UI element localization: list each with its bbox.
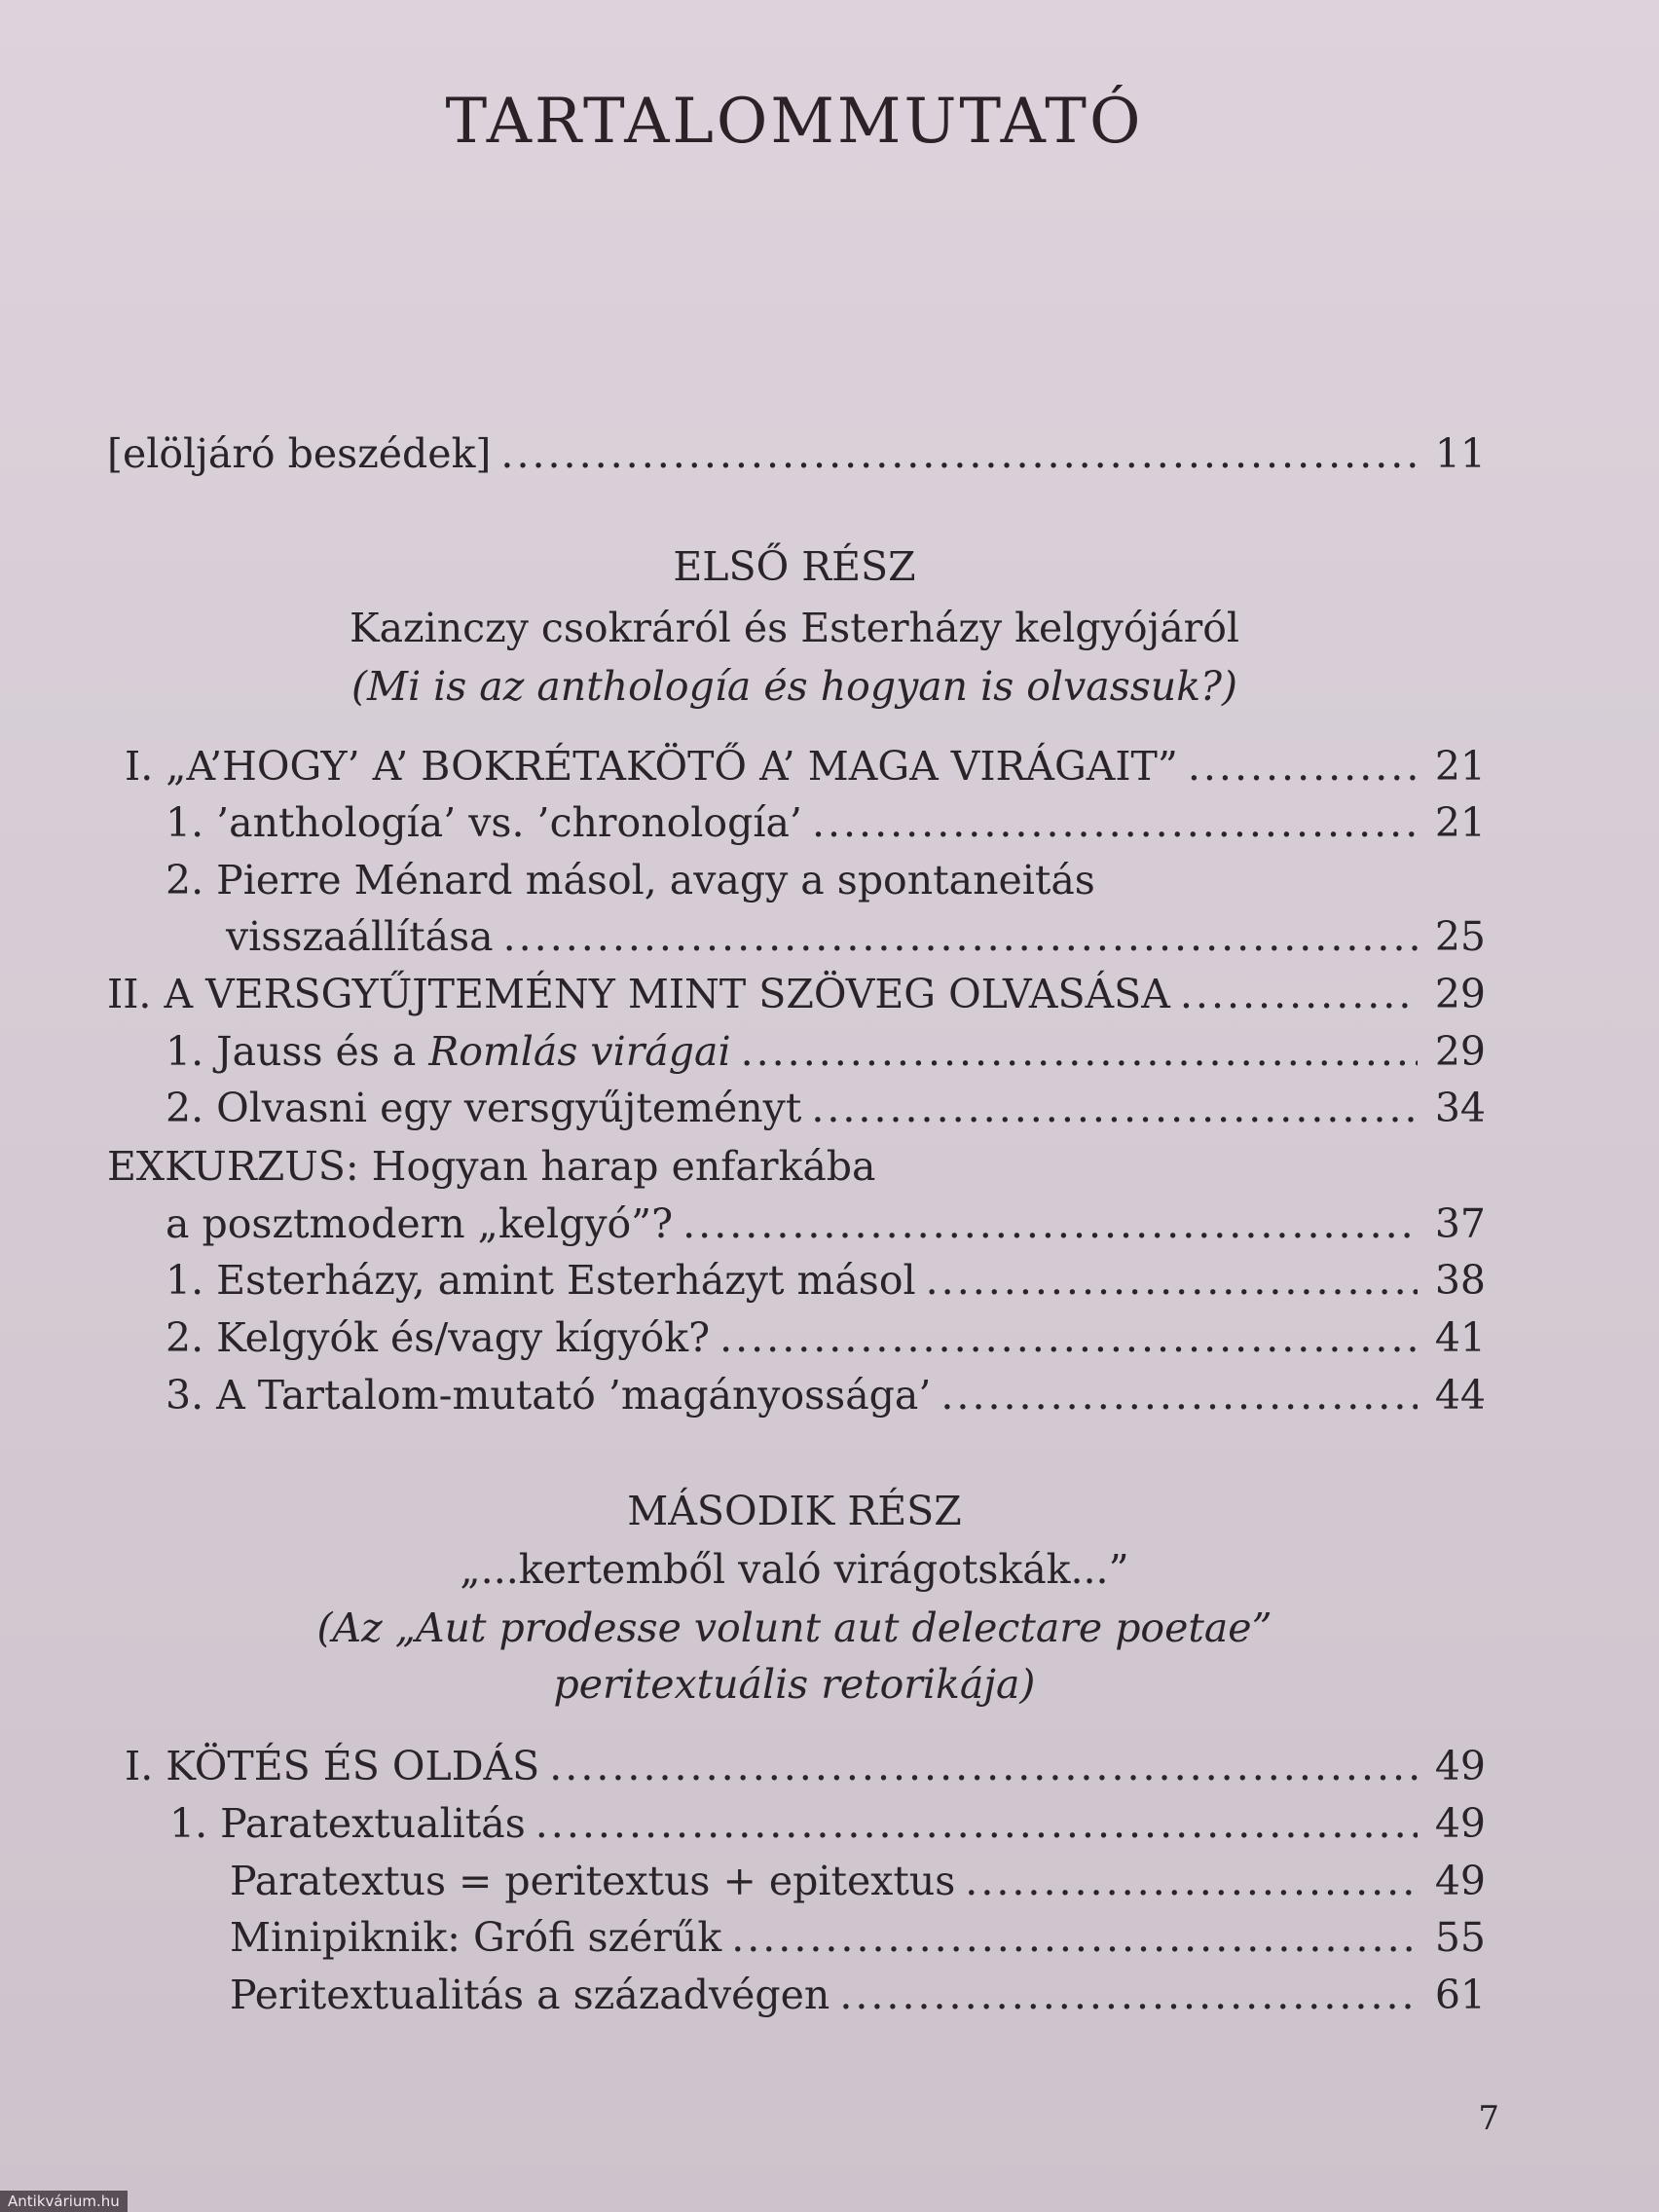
part1-subtitle-italic: (Mi is az anthología és hogyan is olvassuk?) (350, 663, 1238, 710)
part1-heading: ELSŐ RÉSZ (673, 543, 916, 590)
toc-label-line1: EXKURZUS: Hogyan harap enfarkába (107, 1143, 876, 1190)
toc-page-number: 25 (1434, 913, 1486, 960)
toc-page-number: 41 (1434, 1314, 1486, 1361)
toc-entry (166, 795, 1486, 850)
toc-label: Peritextualitás a századvégen (230, 1972, 830, 2018)
toc-entry (230, 1968, 1486, 2022)
toc-entry (125, 1739, 1486, 1793)
page-title: TARTALOMMUTATÓ (445, 86, 1144, 158)
toc-entry (166, 1253, 1486, 1308)
toc-entry (166, 1024, 1486, 1079)
toc-label: 1. ’anthología’ vs. ’chronología’ (166, 799, 802, 846)
toc-page-number: 44 (1434, 1372, 1486, 1419)
leader-dots (503, 909, 1418, 964)
toc-label: a posztmodern „kelgyó”? (166, 1200, 674, 1247)
toc-label (166, 1024, 731, 1079)
part1-subtitle: Kazinczy csokráról és Esterházy kelgyójáról (349, 605, 1240, 651)
toc-entry (230, 1854, 1486, 1908)
toc-label: visszaállítása (226, 913, 494, 960)
toc-entry (230, 1910, 1486, 1965)
part2-subtitle-italic-1: (Az „Aut prodesse volunt aut delectare poetae” (316, 1604, 1272, 1651)
leader-dots (549, 1739, 1418, 1793)
toc-label-italic: Romlás virágai (428, 1028, 731, 1075)
toc-label-prefix: 1. Jauss és a (166, 1028, 429, 1075)
leader-dots (965, 1854, 1418, 1908)
toc-label: II. A VERSGYŰJTEMÉNY MINT SZÖVEG OLVASÁSA (107, 971, 1170, 1017)
part2-heading: MÁSODIK RÉSZ (627, 1488, 962, 1534)
part2-subtitle-italic-2: peritextuális retorikája) (553, 1661, 1036, 1708)
toc-label: I. KÖTÉS ÉS OLDÁS (125, 1743, 540, 1789)
toc-entry (226, 909, 1486, 964)
page-number: 7 (1478, 2099, 1499, 2138)
leader-dots (926, 1253, 1418, 1308)
toc-label: [elöljáró beszédek] (107, 430, 492, 477)
toc-label-line1: 2. Pierre Ménard másol, avagy a spontaneitás (166, 857, 1095, 903)
toc-label: I. „A’HOGY’ A’ BOKRÉTAKÖTŐ A’ MAGA VIRÁGAIT” (125, 743, 1178, 790)
leader-dots (1188, 739, 1418, 793)
leader-dots (731, 1910, 1418, 1965)
toc-page-number: 37 (1434, 1200, 1486, 1247)
leader-dots (1180, 967, 1418, 1021)
watermark: Antikvárium.hu (0, 2191, 128, 2212)
toc-page-number: 29 (1434, 971, 1486, 1017)
toc-page-number: 55 (1434, 1914, 1486, 1961)
toc-page-number: 49 (1434, 1800, 1486, 1847)
toc-entry (107, 967, 1486, 1021)
toc-entry (166, 1197, 1486, 1251)
toc-label: 1. Esterházy, amint Esterházyt másol (166, 1257, 916, 1304)
leader-dots (940, 1368, 1418, 1422)
toc-entry (166, 1310, 1486, 1365)
toc-page-number: 21 (1434, 743, 1486, 790)
leader-dots (741, 1024, 1418, 1079)
leader-dots (812, 795, 1418, 850)
toc-label: 2. Olvasni egy versgyűjteményt (166, 1085, 802, 1131)
toc-page-number: 29 (1434, 1028, 1486, 1075)
toc-entry (125, 739, 1486, 793)
toc-label: 1. Paratextualitás (169, 1800, 526, 1847)
toc-entry-intro (107, 426, 1486, 481)
toc-entry (166, 1081, 1486, 1135)
toc-label: Paratextus = peritextus + epitextus (230, 1858, 956, 1904)
toc-label: 3. A Tartalom-mutató ’magányossága’ (166, 1372, 932, 1419)
part2-subtitle: „...kertemből való virágotskák...” (460, 1546, 1129, 1593)
toc-entry (169, 1796, 1486, 1851)
leader-dots (682, 1197, 1418, 1251)
leader-dots (719, 1310, 1418, 1365)
toc-label: Minipiknik: Grófi szérűk (230, 1914, 722, 1961)
leader-dots (839, 1968, 1418, 2022)
toc-page-number: 11 (1434, 430, 1486, 477)
toc-page-number: 38 (1434, 1257, 1486, 1304)
toc-page-number: 34 (1434, 1085, 1486, 1131)
leader-dots (500, 426, 1418, 481)
leader-dots (535, 1796, 1418, 1851)
toc-page-number: 21 (1434, 799, 1486, 846)
leader-dots (811, 1081, 1418, 1135)
toc-entry (166, 1368, 1486, 1422)
toc-page-number: 61 (1434, 1972, 1486, 2018)
toc-label: 2. Kelgyók és/vagy kígyók? (166, 1314, 711, 1361)
toc-page-number: 49 (1434, 1743, 1486, 1789)
toc-page-number: 49 (1434, 1858, 1486, 1904)
